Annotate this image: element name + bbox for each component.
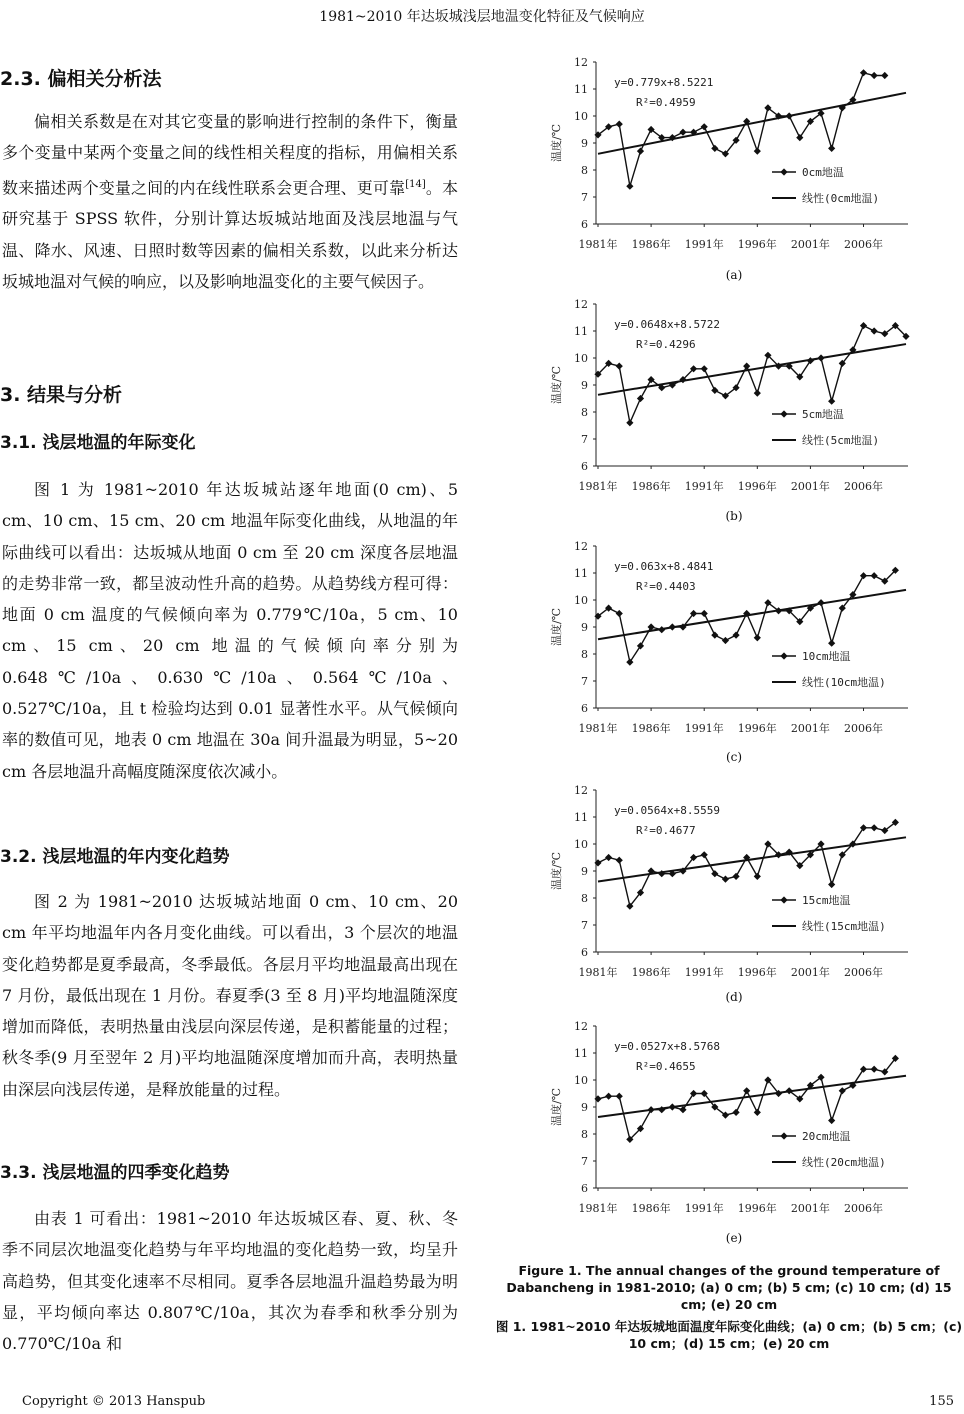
data-point (648, 1106, 655, 1113)
x-tick-label: 1986年 (631, 480, 671, 493)
trend-r2: R²=0.4403 (636, 580, 696, 593)
y-axis-title: 温度/℃ (550, 851, 563, 891)
data-point (616, 363, 623, 370)
x-tick-label: 2006年 (844, 722, 884, 735)
trend-r2: R²=0.4959 (636, 96, 696, 109)
figure-caption-en: Figure 1. The annual changes of the ground temperature of Dabancheng in 1981-2010; (a) 0 cm; (b) 5 cm; (c) 10 cm; (d) 15 cm; (e) 20 cm (506, 1263, 952, 1312)
data-point (679, 129, 686, 136)
y-tick-label: 9 (581, 1101, 588, 1114)
y-tick-label: 7 (581, 675, 588, 688)
legend-series-marker (780, 1132, 787, 1139)
y-tick-label: 11 (574, 325, 588, 338)
x-tick-label: 1986年 (631, 238, 671, 251)
section-2-3-heading: 2.3. 偏相关分析法 (0, 68, 162, 90)
trend-line (598, 344, 906, 395)
legend-series-marker (780, 410, 787, 417)
data-point (616, 857, 623, 864)
x-tick-label: 2001年 (790, 1202, 830, 1215)
data-point (711, 145, 718, 152)
trend-r2: R²=0.4296 (636, 338, 696, 351)
data-point (754, 390, 761, 397)
chart-e-svg (536, 1016, 936, 1228)
chart-d-svg (536, 780, 936, 992)
y-tick-label: 6 (581, 702, 588, 715)
chart-e (536, 1016, 964, 1228)
running-header: 1981~2010 年达坂城浅层地温变化特征及气候响应 (319, 9, 645, 25)
data-point (732, 632, 739, 639)
y-tick-label: 10 (574, 110, 588, 123)
y-axis-title: 温度/℃ (550, 123, 563, 163)
data-point (754, 148, 761, 155)
y-tick-label: 7 (581, 1155, 588, 1168)
data-point (637, 642, 644, 649)
figure-caption-cn: 图 1. 1981~2010 年达坂城地面温度年际变化曲线；(a) 0 cm；(b) 5 cm；(c) 10 cm；(d) 15 cm；(e) 20 cm (495, 1319, 963, 1351)
data-point (860, 572, 867, 579)
legend-series-label: 0cm地温 (802, 166, 844, 179)
data-point (732, 873, 739, 880)
paragraph-seasonal: 由表 1 可看出：1981~2010 年达坂城区春、夏、秋、冬季不同层次地温变化趋势与年平均地温的变化趋势一致，均呈升高趋势，但其变化速率不尽相同。夏季各层地温升温趋势最为明显，平均倾向率达 0.807℃/10a，其次为春季和秋季分别为 0.770℃/10a 和 (2, 1209, 458, 1354)
page-number: 155 (929, 1394, 954, 1409)
data-point (828, 1117, 835, 1124)
data-point (722, 876, 729, 883)
y-tick-label: 12 (574, 784, 588, 797)
data-point (796, 134, 803, 141)
citation-ref: [14] (405, 178, 426, 190)
paragraph-interannual: 图 1 为 1981~2010 年达坂城站逐年地面(0 cm)、5 cm、10 cm、15 cm、20 cm 地温年际变化曲线，从地温的年际曲线可以看出：达坂城从地面 0 cm 至 20 cm 深度各层地温的走势非常一致，都呈波动性升高的趋势。从趋势线方程可得：地面 0 cm 温度的气候倾向率为 0.779℃/10a，5 cm、10 cm、15 cm、20 cm 地温的气候倾向率分别为 0.648℃/10a、0.630℃/10a、0.564℃/10a、0.527℃/10a，且 t 检验均达到 0.01 显著性水平。从气候倾向率的数值可见，地表 0 cm 地温在 30a 间升温最为明显，5~20 cm 各层地温升高幅度随深度依次减小。 (2, 480, 458, 781)
x-tick-label: 1996年 (737, 1202, 777, 1215)
y-axis-title: 温度/℃ (550, 607, 563, 647)
data-point (711, 387, 718, 394)
data-point (594, 859, 601, 866)
data-point (871, 1066, 878, 1073)
x-tick-label: 1996年 (737, 722, 777, 735)
data-point (605, 1093, 612, 1100)
data-point (711, 632, 718, 639)
chart-c-svg (536, 536, 936, 748)
y-tick-label: 12 (574, 540, 588, 553)
x-tick-label: 1991年 (684, 480, 724, 493)
data-point (743, 1087, 750, 1094)
legend-series-marker (780, 168, 787, 175)
y-tick-label: 6 (581, 460, 588, 473)
data-point (754, 634, 761, 641)
data-point (807, 357, 814, 364)
panel-label-b: (b) (725, 509, 743, 523)
data-point (658, 626, 665, 633)
y-tick-label: 7 (581, 433, 588, 446)
x-tick-label: 1986年 (631, 966, 671, 979)
data-point (701, 610, 708, 617)
data-point (828, 640, 835, 647)
data-point (690, 1090, 697, 1097)
data-point (626, 183, 633, 190)
y-tick-label: 6 (581, 946, 588, 959)
x-tick-label: 1996年 (737, 966, 777, 979)
data-point (669, 623, 676, 630)
legend-trend-label: 线性(0cm地温) (802, 192, 880, 205)
chart-b (536, 294, 964, 506)
chart-a (536, 52, 964, 264)
x-tick-label: 2006年 (844, 238, 884, 251)
legend-trend-label: 线性(20cm地温) (802, 1156, 886, 1169)
data-point (817, 354, 824, 361)
data-point (701, 123, 708, 130)
y-tick-label: 10 (574, 1074, 588, 1087)
legend-series-marker (780, 896, 787, 903)
y-tick-label: 8 (581, 892, 588, 905)
section-3-1-heading: 3.1. 浅层地温的年际变化 (0, 433, 196, 453)
x-tick-label: 1981年 (578, 238, 618, 251)
y-tick-label: 6 (581, 1182, 588, 1195)
y-tick-label: 12 (574, 56, 588, 69)
data-point (828, 145, 835, 152)
trend-r2: R²=0.4655 (636, 1060, 696, 1073)
trend-equation: y=0.0648x+8.5722 (614, 318, 720, 331)
x-tick-label: 1991年 (684, 966, 724, 979)
legend-series-label: 15cm地温 (802, 894, 851, 907)
data-point (817, 599, 824, 606)
trend-equation: y=0.779x+8.5221 (614, 76, 714, 89)
panel-label-d: (d) (725, 990, 743, 1004)
data-point (754, 873, 761, 880)
y-tick-label: 8 (581, 164, 588, 177)
trend-equation: y=0.0527x+8.5768 (614, 1040, 720, 1053)
data-point (871, 572, 878, 579)
paragraph-text: 偏相关系数是在对其它变量的影响进行控制的条件下，衡量多个变量中某两个变量之间的线性相关程度的指标，用偏相关系数来描述两个变量之间的内在线性联系会更合理、更可靠 (2, 112, 458, 197)
data-point (701, 851, 708, 858)
panel-label-e: (e) (725, 1231, 743, 1245)
x-tick-label: 1991年 (684, 722, 724, 735)
section-3-3-heading: 3.3. 浅层地温的四季变化趋势 (0, 1163, 230, 1183)
x-tick-label: 2006年 (844, 1202, 884, 1215)
x-tick-label: 1986年 (631, 722, 671, 735)
data-point (871, 824, 878, 831)
data-point (711, 870, 718, 877)
paragraph-intra-annual: 图 2 为 1981~2010 达坂城站地面 0 cm、10 cm、20 cm 年平均地温年内各月变化曲线。可以看出，3 个层次的地温变化趋势都是夏季最高，冬季最低。各层月平均地温最高出现在 7 月份，最低出现在 1 月份。春夏季(3 至 8 月)平均地温随深度增加而降低，表明热量由浅层向深层传递，是积蓄能量的过程；秋冬季(9 月至翌年 2 月)平均地温随深度增加而升高，表明热量由深层向浅层传递，是释放能量的过程。 (2, 892, 458, 1099)
legend-trend-label: 线性(15cm地温) (802, 920, 886, 933)
x-tick-label: 1986年 (631, 1202, 671, 1215)
section-3-heading: 3. 结果与分析 (0, 384, 123, 406)
x-tick-label: 2001年 (790, 966, 830, 979)
data-point (743, 363, 750, 370)
legend-series-label: 20cm地温 (802, 1130, 851, 1143)
y-tick-label: 9 (581, 137, 588, 150)
legend-trend-label: 线性(10cm地温) (802, 676, 886, 689)
trend-equation: y=0.063x+8.4841 (614, 560, 714, 573)
data-point (732, 1109, 739, 1116)
x-tick-label: 2001年 (790, 480, 830, 493)
trend-line (598, 837, 906, 881)
data-point (860, 322, 867, 329)
x-tick-label: 2001年 (790, 722, 830, 735)
paragraph-text: 。本研究基于 SPSS 软件，分别计算达坂城站地面及浅层地温与气温、降水、风速、日照时数等因素的偏相关系数，以此来分析达坂城地温对气候的响应，以及影响地温变化的主要气候因子。 (2, 177, 458, 291)
data-point (786, 112, 793, 119)
y-tick-label: 8 (581, 648, 588, 661)
trend-line (598, 1076, 906, 1117)
section-3-2-heading: 3.2. 浅层地温的年内变化趋势 (0, 847, 230, 867)
x-tick-label: 1981年 (578, 1202, 618, 1215)
data-point (637, 148, 644, 155)
y-tick-label: 10 (574, 594, 588, 607)
x-tick-label: 1991年 (684, 1202, 724, 1215)
data-point (839, 1087, 846, 1094)
panel-label-a: (a) (725, 268, 743, 282)
legend-trend-label: 线性(5cm地温) (802, 434, 880, 447)
data-point (616, 610, 623, 617)
data-point (637, 395, 644, 402)
data-point (626, 419, 633, 426)
data-point (605, 854, 612, 861)
data-point (860, 824, 867, 831)
x-tick-label: 1981年 (578, 966, 618, 979)
y-tick-label: 7 (581, 191, 588, 204)
data-point (754, 1109, 761, 1116)
panel-label-c: (c) (725, 750, 743, 764)
y-tick-label: 11 (574, 1047, 588, 1060)
data-point (828, 398, 835, 405)
chart-c (536, 536, 964, 748)
data-point (860, 1066, 867, 1073)
y-tick-label: 9 (581, 865, 588, 878)
chart-d (536, 780, 964, 992)
y-tick-label: 11 (574, 811, 588, 824)
x-tick-label: 2006年 (844, 480, 884, 493)
data-point (616, 1093, 623, 1100)
paragraph-partial-correlation (2, 106, 458, 297)
data-point (722, 637, 729, 644)
data-point (871, 72, 878, 79)
y-tick-label: 9 (581, 379, 588, 392)
data-point (881, 72, 888, 79)
y-tick-label: 10 (574, 352, 588, 365)
y-tick-label: 8 (581, 1128, 588, 1141)
x-tick-label: 1991年 (684, 238, 724, 251)
data-point (679, 1106, 686, 1113)
data-point (860, 69, 867, 76)
copyright: Copyright © 2013 Hanspub (22, 1394, 206, 1409)
legend-series-label: 5cm地温 (802, 408, 844, 421)
trend-line (598, 590, 906, 639)
y-tick-label: 12 (574, 298, 588, 311)
trend-r2: R²=0.4677 (636, 824, 696, 837)
x-tick-label: 2001年 (790, 238, 830, 251)
data-point (701, 365, 708, 372)
data-point (828, 881, 835, 888)
y-tick-label: 10 (574, 838, 588, 851)
x-tick-label: 1981年 (578, 480, 618, 493)
data-point (669, 1103, 676, 1110)
trend-equation: y=0.0564x+8.5559 (614, 804, 720, 817)
data-point (594, 1095, 601, 1102)
y-tick-label: 7 (581, 919, 588, 932)
x-tick-label: 2006年 (844, 966, 884, 979)
y-tick-label: 11 (574, 83, 588, 96)
x-tick-label: 1996年 (737, 238, 777, 251)
y-tick-label: 9 (581, 621, 588, 634)
data-point (871, 327, 878, 334)
legend-series-label: 10cm地温 (802, 650, 851, 663)
x-tick-label: 1996年 (737, 480, 777, 493)
y-axis-title: 温度/℃ (550, 1087, 563, 1127)
chart-a-svg (536, 52, 936, 264)
x-tick-label: 1981年 (578, 722, 618, 735)
chart-b-svg (536, 294, 936, 506)
legend-series-marker (780, 652, 787, 659)
y-tick-label: 11 (574, 567, 588, 580)
data-point (616, 121, 623, 128)
y-tick-label: 12 (574, 1020, 588, 1033)
y-axis-title: 温度/℃ (550, 365, 563, 405)
y-tick-label: 6 (581, 218, 588, 231)
y-tick-label: 8 (581, 406, 588, 419)
